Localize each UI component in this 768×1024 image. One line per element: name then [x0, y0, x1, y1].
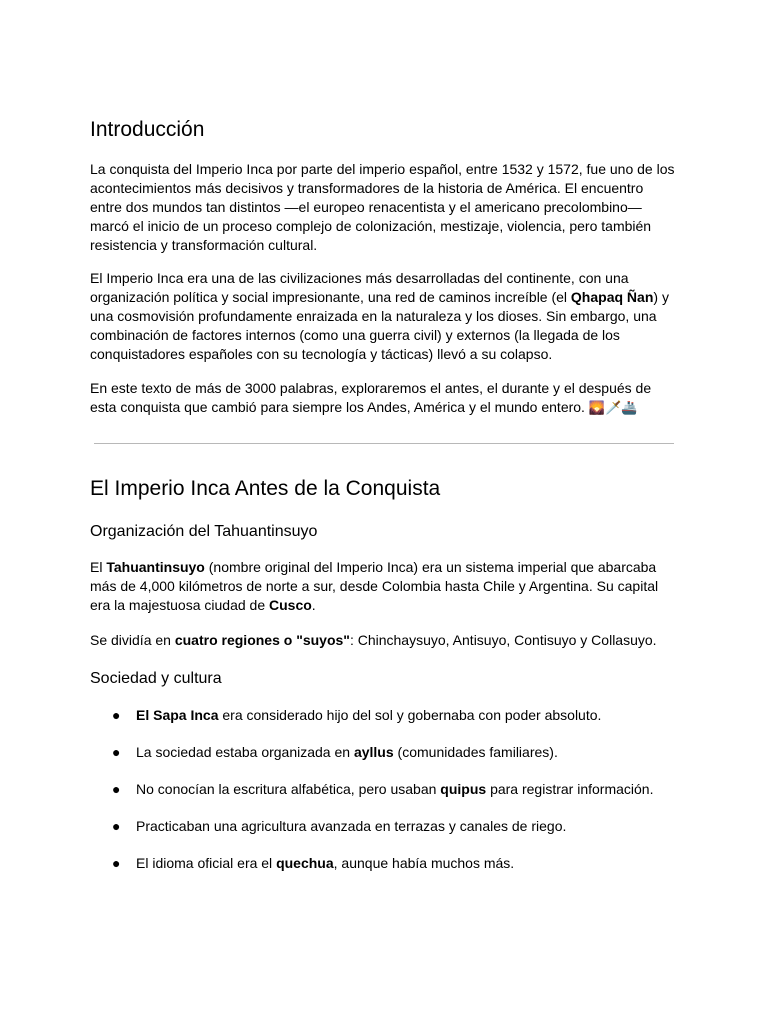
bullet: ●: [112, 855, 121, 871]
subsection-heading-organizacion: Organización del Tahuantinsuyo: [90, 523, 318, 540]
qhapaq-nan-term: Qhapaq Ñan: [570, 289, 654, 305]
list-item-text-post: para registrar información.: [486, 781, 654, 797]
bullet: ●: [112, 744, 121, 760]
list-item-bold: ayllus: [353, 744, 394, 760]
intro-paragraph-3: [90, 379, 678, 418]
list-item-text-post: (comunidades familiares).: [393, 744, 558, 760]
intro-paragraph-2-text-b: ) y una cosmovisión profundamente enraizada en la naturaleza y los dioses. Sin embargo, una combinación de factores internos (como una guerra civil) y externos (la llegada de los conquistadores españoles con su tecnología y tácticas) llevó a su colapso.: [90, 289, 669, 362]
intro-paragraph-2-text-a: El Imperio Inca era una de las civilizaciones más desarrolladas del continente, con una organización política y social impresionante, una red de caminos increíble (el: [90, 270, 629, 305]
cusco-term: Cusco: [269, 597, 312, 613]
list-item: [90, 780, 678, 799]
list-item-text-post: , aunque había muchos más.: [333, 855, 515, 871]
list-item-bold: quipus: [440, 781, 487, 797]
organizacion-text-c: .: [311, 597, 316, 613]
intro-paragraph-2: [90, 269, 678, 364]
list-item-text-post: era considerado hijo del sol y gobernaba con poder absoluto.: [218, 707, 602, 723]
list-item: [90, 817, 678, 836]
bullet: ●: [112, 781, 121, 797]
sociedad-list: [90, 706, 678, 891]
suyos-text-a: Se dividía en: [90, 632, 175, 648]
organizacion-paragraph-1: [90, 558, 678, 615]
list-item-bold: El Sapa Inca: [136, 707, 219, 723]
list-item: [90, 706, 678, 725]
subsection-heading-sociedad: Sociedad y cultura: [90, 670, 222, 687]
section-divider: [94, 443, 674, 444]
section-heading: El Imperio Inca Antes de la Conquista: [90, 477, 441, 500]
list-item-bold: quechua: [276, 855, 334, 871]
tahuantinsuyo-term: Tahuantinsuyo: [106, 559, 205, 575]
intro-paragraph-1: La conquista del Imperio Inca por parte del imperio español, entre 1532 y 1572, fue uno de los acontecimientos más decisivos y transformadores de la historia de América. El encuentro entre dos mundos tan distintos —el europeo renacentista y el americano precolombino— marcó el inicio de un proceso complejo de colonización, mestizaje, violencia, pero también resistencia y transformación cultural.: [90, 161, 675, 253]
list-item: [90, 743, 678, 762]
list-item-text-pre: La sociedad estaba organizada en: [136, 744, 354, 760]
bullet: ●: [112, 707, 121, 723]
organizacion-text-a: El: [90, 559, 107, 575]
list-item-text-pre: No conocían la escritura alfabética, pero usaban: [136, 781, 441, 797]
organizacion-paragraph-2: [90, 631, 678, 650]
intro-paragraph-3-text: En este texto de más de 3000 palabras, exploraremos el antes, el durante y el después de esta conquista que cambió para siempre los Andes, América y el mundo entero.: [90, 380, 652, 415]
cuatro-regiones-term: cuatro regiones o "suyos": [174, 632, 350, 648]
organizacion-text-b: (nombre original del Imperio Inca) era un sistema imperial que abarcaba más de 4,000 kilómetros de norte a sur, desde Colombia hasta Chile y Argentina. Su capital era la majestuosa ciudad de: [90, 559, 659, 613]
list-item-text-pre: El idioma oficial era el: [136, 855, 277, 871]
list-item-text-pre: Practicaban una agricultura avanzada en terrazas y canales de riego.: [136, 818, 567, 834]
sunrise-sword-ship-emoji: 🌄🗡️🚢: [588, 401, 638, 416]
list-item: [90, 854, 678, 873]
suyos-text-b: : Chinchaysuyo, Antisuyo, Contisuyo y Collasuyo.: [349, 632, 657, 648]
intro-heading: Introducción: [90, 118, 205, 141]
bullet: ●: [112, 818, 121, 834]
